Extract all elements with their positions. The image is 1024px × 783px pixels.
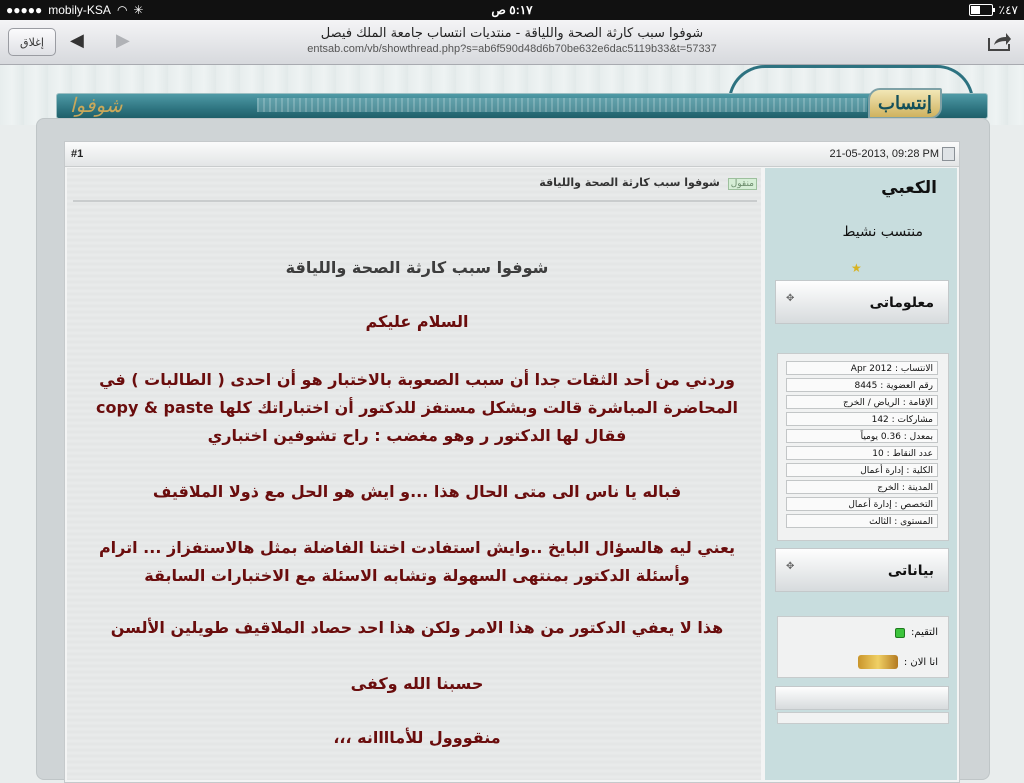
data-box-title: بياناتى [887,563,934,579]
info-residence: الإقامة : الرياض / الخرج [786,395,938,409]
info-member-id: رقم العضوية : 8445 [786,378,938,392]
message-paragraph: هذا لا يعفي الدكتور من هذا الامر ولكن هذا احد حصاد الملاقيف طويلين الألسن [110,618,724,637]
rating-label: التقيم: [911,627,938,638]
status-time: ٥:١٧ ص [491,3,533,17]
site-logo[interactable]: إنتساب [868,88,942,119]
battery-icon [969,4,993,16]
close-button[interactable]: إغلاق [8,28,56,56]
post-date: 21-05-2013, 09:28 PM [829,148,939,160]
page-title: شوفوا سبب كارثة الصحة واللياقة - منتديات انتساب جامعة الملك فيصل [320,26,704,41]
info-level: المستوى : الثالث [786,514,938,528]
user-data-box [777,616,949,678]
post-content [67,168,761,780]
post-container [64,141,960,783]
info-college: الكلية : إدارة أعمال [786,463,938,477]
user-title: منتسب نشيط [842,224,923,240]
status-bar [0,0,1024,20]
drag-handle-icon[interactable]: ✥ [786,561,795,572]
message-paragraph: فباله يا ناس الى متى الحال هذا ...و ايش هو الحل مع ذولا الملاقيف [152,482,682,501]
post-number-link[interactable]: #1 [71,148,84,160]
message-paragraph: وردني من أحد الثقات جدا أن سبب الصعوبة بالاختبار هو أن احدى ( الطالبات ) في المحاضرة المباشرة قالت وبشكل مستفز للدكتور أن اختباراتك كلها copy & paste فقال لها الدكتور ر وهو مغضب : راح تشوفين اختباري [96,370,738,445]
now-label: انا الان : [903,656,938,668]
site-header [0,65,1024,125]
post-header [65,142,959,167]
activity-icon: ✳ [133,3,144,17]
user-sidebar [765,168,957,780]
post-icon [942,147,955,161]
header-calligraphy-logo: شوفوا [70,93,123,117]
username-link[interactable]: الكعبي [881,178,937,198]
drag-handle-icon[interactable]: ✥ [786,293,795,304]
extra-box-header [775,686,949,710]
user-info-box [777,353,949,541]
carrier-name: mobily-KSA [48,3,111,17]
back-arrow-icon[interactable]: ◀ [70,30,84,51]
rating-row [895,627,938,638]
quoted-tag-icon: منقول [728,178,757,190]
battery-percent: ٪٤٧ [998,3,1018,17]
message-signoff: منقووول للأماااانه ،،، [333,728,501,747]
status-row [858,655,938,669]
info-join-date: الانتساب : Apr 2012 [786,361,938,375]
title-divider [73,200,757,202]
status-right [969,3,1018,17]
browser-toolbar [0,20,1024,65]
share-icon[interactable] [986,29,1012,53]
info-posts: مشاركات : 142 [786,412,938,426]
rank-star-icon: ★ [851,261,862,275]
data-box-header[interactable] [775,548,949,592]
info-rate: بمعدل : 0.36 يومياً [786,429,938,443]
info-box-title: معلوماتى [869,295,934,311]
forward-arrow-icon[interactable]: ▶ [116,30,130,51]
message-heading: شوفوا سبب كارثة الصحة واللياقة [285,258,549,277]
post-title [539,176,757,190]
header-band [56,93,988,119]
header-stripe-decoration [257,98,867,112]
post-title-text: شوفوا سبب كارثة الصحة واللياقة [539,176,720,189]
message-paragraph: حسبنا الله وكفى [350,674,484,693]
info-major: التخصص : إدارة أعمال [786,497,938,511]
message-paragraph: يعني ليه هالسؤال البايخ ..وايش استفادت اختنا الفاضلة بمثل هالاستفزاز ... اترام وأسئلة الدكتور بمنتهى السهولة وتشابه الاسئلة مع الاختبارات السابقة [98,538,736,585]
info-city: المدينة : الخرج [786,480,938,494]
mood-icon [858,655,898,669]
address-url[interactable]: entsab.com/vb/showthread.php?s=ab6f590d48d6b70be632e6dac5119b33&t=57337 [307,43,717,55]
rating-indicator-icon [895,628,905,638]
info-points: عدد النقاط : 10 [786,446,938,460]
extra-box [777,712,949,724]
message-greeting: السلام عليكم [365,312,469,331]
info-box-header[interactable] [775,280,949,324]
wifi-icon: ◠ [116,3,128,17]
signal-icon: ●●●●● [6,3,43,17]
battery-fill [971,6,980,14]
